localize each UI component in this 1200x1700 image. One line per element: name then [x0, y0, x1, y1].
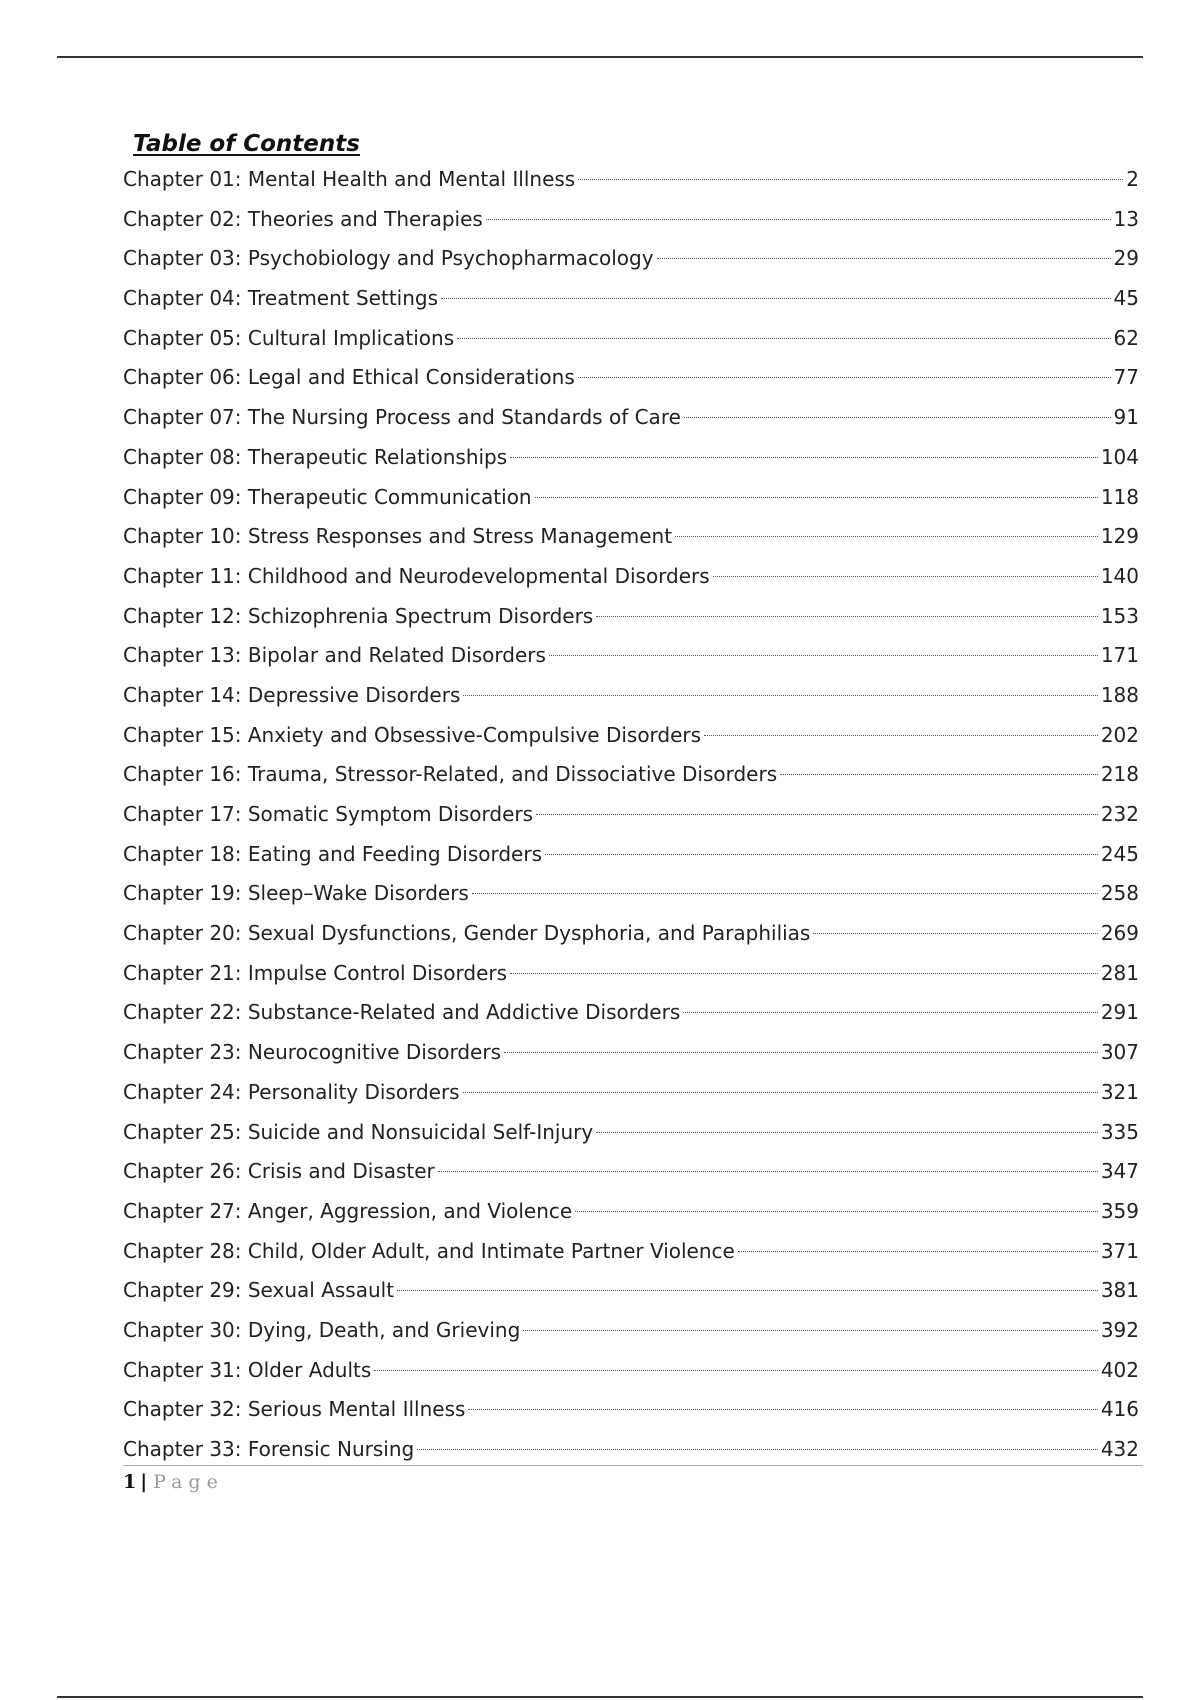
toc-entry[interactable]	[123, 1033, 1139, 1073]
toc-dot-leader	[441, 298, 1111, 299]
toc-entry-title: Chapter 12: Schizophrenia Spectrum Disorders	[123, 603, 594, 628]
toc-entry[interactable]	[123, 239, 1139, 279]
toc-entry-page: 381	[1100, 1278, 1139, 1303]
toc-entry[interactable]	[123, 1232, 1139, 1272]
toc-dot-leader	[704, 735, 1098, 736]
toc-entry[interactable]	[123, 1311, 1139, 1351]
toc-entry[interactable]	[123, 954, 1139, 994]
toc-entry[interactable]	[123, 1430, 1139, 1470]
toc-entry-title: Chapter 22: Substance-Related and Addictive Disorders	[123, 1000, 681, 1025]
toc-dot-leader	[813, 933, 1097, 934]
toc-entry-title: Chapter 21: Impulse Control Disorders	[123, 960, 508, 985]
toc-entry-page: 281	[1100, 960, 1139, 985]
top-rule	[57, 56, 1143, 58]
toc-entry[interactable]	[123, 795, 1139, 835]
toc-entry-page: 269	[1100, 921, 1139, 946]
page-footer	[123, 1471, 224, 1493]
toc-entry[interactable]	[123, 160, 1139, 200]
toc-entry-page: 171	[1100, 643, 1139, 668]
toc-entry-page: 245	[1100, 841, 1139, 866]
toc-entry[interactable]	[123, 676, 1139, 716]
toc-dot-leader	[468, 1409, 1097, 1410]
toc-entry-title: Chapter 31: Older Adults	[123, 1357, 372, 1382]
toc-entry-title: Chapter 11: Childhood and Neurodevelopmental Disorders	[123, 563, 710, 588]
toc-entry-page: 335	[1100, 1119, 1139, 1144]
toc-entry-title: Chapter 26: Crisis and Disaster	[123, 1159, 435, 1184]
toc-dot-leader	[486, 219, 1111, 220]
toc-entry-title: Chapter 25: Suicide and Nonsuicidal Self-Injury	[123, 1119, 594, 1144]
toc-dot-leader	[675, 536, 1098, 537]
toc-dot-leader	[536, 814, 1098, 815]
toc-entry-page: 402	[1100, 1357, 1139, 1382]
toc-entry[interactable]	[123, 557, 1139, 597]
footer-separator: |	[140, 1471, 148, 1493]
toc-dot-leader	[374, 1370, 1098, 1371]
toc-entry-page: 104	[1100, 444, 1139, 469]
toc-entry-page: 321	[1100, 1079, 1139, 1104]
toc-dot-leader	[578, 179, 1123, 180]
toc-heading: Table of Contents	[133, 131, 360, 157]
toc-entry-title: Chapter 10: Stress Responses and Stress Management	[123, 524, 673, 549]
toc-dot-leader	[596, 616, 1098, 617]
toc-entry-page: 416	[1100, 1397, 1139, 1422]
toc-dot-leader	[472, 893, 1098, 894]
toc-entry[interactable]	[123, 438, 1139, 478]
toc-dot-leader	[510, 973, 1098, 974]
toc-dot-leader	[438, 1171, 1098, 1172]
toc-entry-page: 202	[1100, 722, 1139, 747]
toc-entry[interactable]	[123, 1192, 1139, 1232]
toc-entry-page: 218	[1100, 762, 1139, 787]
toc-entry[interactable]	[123, 636, 1139, 676]
toc-dot-leader	[575, 1211, 1098, 1212]
toc-entry-page: 291	[1100, 1000, 1139, 1025]
toc-entry[interactable]	[123, 755, 1139, 795]
toc-entry-title: Chapter 24: Personality Disorders	[123, 1079, 460, 1104]
toc-entry[interactable]	[123, 1390, 1139, 1430]
toc-list	[123, 160, 1139, 1470]
toc-entry-page: 45	[1113, 286, 1139, 311]
toc-dot-leader	[510, 457, 1098, 458]
toc-entry-title: Chapter 08: Therapeutic Relationships	[123, 444, 508, 469]
toc-entry-title: Chapter 09: Therapeutic Communication	[123, 484, 532, 509]
toc-entry[interactable]	[123, 319, 1139, 359]
toc-dot-leader	[549, 655, 1098, 656]
toc-entry-title: Chapter 15: Anxiety and Obsessive-Compulsive Disorders	[123, 722, 702, 747]
toc-entry-title: Chapter 16: Trauma, Stressor-Related, and Dissociative Disorders	[123, 762, 778, 787]
footer-page-number: 1	[123, 1471, 137, 1493]
toc-entry-title: Chapter 13: Bipolar and Related Disorders	[123, 643, 546, 668]
toc-dot-leader	[397, 1290, 1098, 1291]
toc-entry-page: 77	[1113, 365, 1139, 390]
toc-entry-page: 392	[1100, 1317, 1139, 1342]
bottom-rule	[57, 1696, 1143, 1698]
toc-entry[interactable]	[123, 1271, 1139, 1311]
toc-entry-title: Chapter 05: Cultural Implications	[123, 325, 455, 350]
toc-entry-title: Chapter 02: Theories and Therapies	[123, 206, 483, 231]
toc-entry-page: 129	[1100, 524, 1139, 549]
toc-dot-leader	[683, 1012, 1098, 1013]
toc-entry-page: 13	[1113, 206, 1139, 231]
toc-entry[interactable]	[123, 517, 1139, 557]
toc-dot-leader	[657, 258, 1111, 259]
toc-dot-leader	[417, 1449, 1098, 1450]
toc-entry-title: Chapter 29: Sexual Assault	[123, 1278, 395, 1303]
toc-entry[interactable]	[123, 835, 1139, 875]
toc-entry-title: Chapter 18: Eating and Feeding Disorders	[123, 841, 542, 866]
toc-dot-leader	[463, 1092, 1098, 1093]
toc-entry-title: Chapter 17: Somatic Symptom Disorders	[123, 802, 534, 826]
toc-entry-title: Chapter 04: Treatment Settings	[123, 286, 439, 311]
toc-entry[interactable]	[123, 597, 1139, 637]
toc-entry[interactable]	[123, 1351, 1139, 1391]
toc-entry-title: Chapter 19: Sleep–Wake Disorders	[123, 881, 469, 906]
toc-entry[interactable]	[123, 200, 1139, 240]
toc-entry-title: Chapter 06: Legal and Ethical Considerations	[123, 365, 575, 390]
toc-entry-page: 91	[1113, 405, 1139, 430]
toc-dot-leader	[578, 377, 1111, 378]
toc-entry-page: 2	[1126, 167, 1139, 191]
toc-entry-page: 307	[1100, 1040, 1139, 1065]
toc-dot-leader	[684, 417, 1111, 418]
toc-entry[interactable]	[123, 1113, 1139, 1153]
toc-entry-page: 347	[1100, 1159, 1139, 1184]
toc-entry[interactable]	[123, 358, 1139, 398]
toc-entry-page: 359	[1100, 1198, 1139, 1223]
toc-entry[interactable]	[123, 874, 1139, 914]
toc-dot-leader	[504, 1052, 1098, 1053]
toc-entry-page: 371	[1100, 1238, 1139, 1263]
toc-entry-title: Chapter 33: Forensic Nursing	[123, 1437, 415, 1461]
toc-entry[interactable]	[123, 914, 1139, 954]
toc-dot-leader	[596, 1132, 1098, 1133]
toc-entry-title: Chapter 30: Dying, Death, and Grieving	[123, 1317, 521, 1342]
toc-dot-leader	[780, 774, 1098, 775]
toc-entry-title: Chapter 03: Psychobiology and Psychopharmacology	[123, 246, 654, 271]
toc-entry[interactable]	[123, 1152, 1139, 1192]
toc-entry-title: Chapter 07: The Nursing Process and Standards of Care	[123, 405, 681, 430]
footer-rule	[123, 1465, 1143, 1466]
toc-entry-page: 140	[1100, 563, 1139, 588]
toc-entry-title: Chapter 23: Neurocognitive Disorders	[123, 1040, 502, 1065]
toc-entry-title: Chapter 20: Sexual Dysfunctions, Gender Dysphoria, and Paraphilias	[123, 921, 811, 946]
toc-entry-title: Chapter 14: Depressive Disorders	[123, 682, 461, 707]
toc-entry[interactable]	[123, 1073, 1139, 1113]
toc-dot-leader	[535, 497, 1098, 498]
toc-entry[interactable]	[123, 993, 1139, 1033]
toc-dot-leader	[545, 854, 1098, 855]
toc-entry-page: 188	[1100, 682, 1139, 707]
toc-entry[interactable]	[123, 398, 1139, 438]
toc-dot-leader	[457, 338, 1110, 339]
footer-page-label: Page	[153, 1471, 224, 1493]
toc-entry-title: Chapter 01: Mental Health and Mental Illness	[123, 167, 576, 191]
toc-entry-page: 258	[1100, 881, 1139, 906]
toc-dot-leader	[713, 576, 1098, 577]
toc-entry-title: Chapter 28: Child, Older Adult, and Intimate Partner Violence	[123, 1238, 735, 1263]
toc-entry-page: 232	[1100, 802, 1139, 826]
toc-dot-leader	[523, 1330, 1098, 1331]
toc-entry-page: 118	[1100, 484, 1139, 509]
toc-entry-title: Chapter 27: Anger, Aggression, and Violence	[123, 1198, 573, 1223]
toc-dot-leader	[738, 1251, 1098, 1252]
toc-entry-page: 153	[1100, 603, 1139, 628]
toc-dot-leader	[463, 695, 1097, 696]
toc-entry[interactable]	[123, 716, 1139, 756]
toc-entry-title: Chapter 32: Serious Mental Illness	[123, 1397, 466, 1422]
toc-entry-page: 29	[1113, 246, 1139, 271]
toc-entry[interactable]	[123, 279, 1139, 319]
toc-entry-page: 432	[1100, 1437, 1139, 1461]
toc-entry[interactable]	[123, 478, 1139, 518]
toc-entry-page: 62	[1113, 325, 1139, 350]
